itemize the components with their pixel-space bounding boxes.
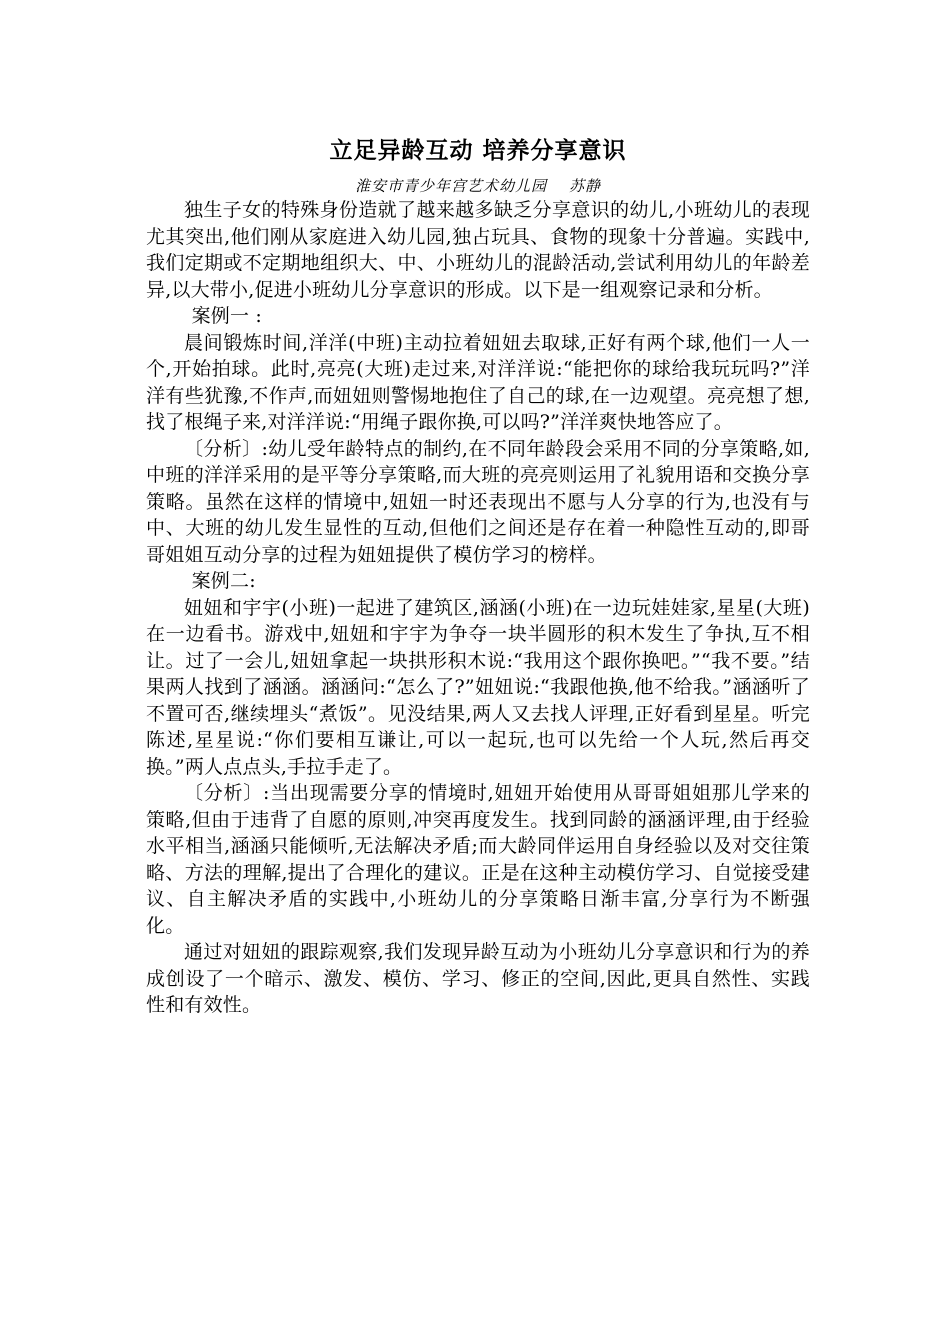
document-body (146, 197, 810, 1019)
author-name: 苏静 (569, 177, 602, 195)
case-one-text: 晨间锻炼时间,洋洋(中班)主动拉着妞妞去取球,正好有两个球,他们一人一个,开始拍球。此时,亮亮(大班)走过来,对洋洋说:“能把你的球给我玩玩吗?”洋洋有些犹豫,不作声,而妞妞则警惕地抱住了自己的球,在一边观望。亮亮想了想,找了根绳子来,对洋洋说:“用绳子跟你换,可以吗?”洋洋爽快地答应了。 (146, 331, 810, 433)
case-two-analysis: 〔分析〕:当出现需要分享的情境时,妞妞开始使用从哥哥姐姐那儿学来的策略,但由于违背了自愿的原则,冲突再度发生。找到同龄的涵涵评理,由于经验水平相当,涵涵只能倾听,无法解决矛盾;而大龄同伴运用自身经验以及对交往策略、方法的理解,提出了合理化的建议。正是在这种主动模仿学习、自觉接受建议、自主解决矛盾的实践中,小班幼儿的分享策略日渐丰富,分享行为不断强化。 (146, 782, 810, 937)
author-organization: 淮安市青少年宫艺术幼儿园 (354, 177, 547, 195)
case-one-analysis: 〔分析〕:幼儿受年龄特点的制约,在不同年龄段会采用不同的分享策略,如,中班的洋洋采用的是平等分享策略,而大班的亮亮则运用了礼貌用语和交换分享策略。虽然在这样的情境中,妞妞一时还表现出不愿与人分享的行为,也没有与中、大班的幼儿发生显性的互动,但他们之间还是存在着一种隐性互动的,即哥哥姐姐互动分享的过程为妞妞提供了模仿学习的榜样。 (146, 437, 810, 566)
case-one-label: 案例一 : (191, 305, 263, 327)
case-two-text: 妞妞和宇宇(小班)一起进了建筑区,涵涵(小班)在一边玩娃娃家,星星(大班)在一边看书。游戏中,妞妞和宇宇为争夺一块半圆形的积木发生了争执,互不相让。过了一会儿,妞妞拿起一块拱形积木说:“我用这个跟你换吧。”“我不要。”结果两人找到了涵涵。涵涵问:“怎么了?”妞妞说:“我跟他换,他不给我。”涵涵听了不置可否,继续埋头“煮饭”。见没结果,两人又去找人评理,正好看到星星。听完陈述,星星说:“你们要相互谦让,可以一起玩,也可以先给一个人玩,然后再交换。”两人点点头,手拉手走了。 (146, 596, 810, 778)
document-page (146, 136, 810, 1019)
document-title: 立足异龄互动 培养分享意识 (329, 138, 627, 164)
case-two-label: 案例二: (191, 570, 256, 592)
paragraph-conclusion: 通过对妞妞的跟踪观察,我们发现异龄互动为小班幼儿分享意识和行为的养成创设了一个暗示、激发、模仿、学习、修正的空间,因此,更具自然性、实践性和有效性。 (146, 941, 810, 1016)
document-byline (146, 175, 810, 197)
paragraph-intro: 独生子女的特殊身份造就了越来越多缺乏分享意识的幼儿,小班幼儿的表现尤其突出,他们刚从家庭进入幼儿园,独占玩具、食物的现象十分普遍。实践中,我们定期或不定期地组织大、中、小班幼儿的混龄活动,尝试利用幼儿的年龄差异,以大带小,促进小班幼儿分享意识的形成。以下是一组观察记录和分析。 (146, 199, 810, 301)
